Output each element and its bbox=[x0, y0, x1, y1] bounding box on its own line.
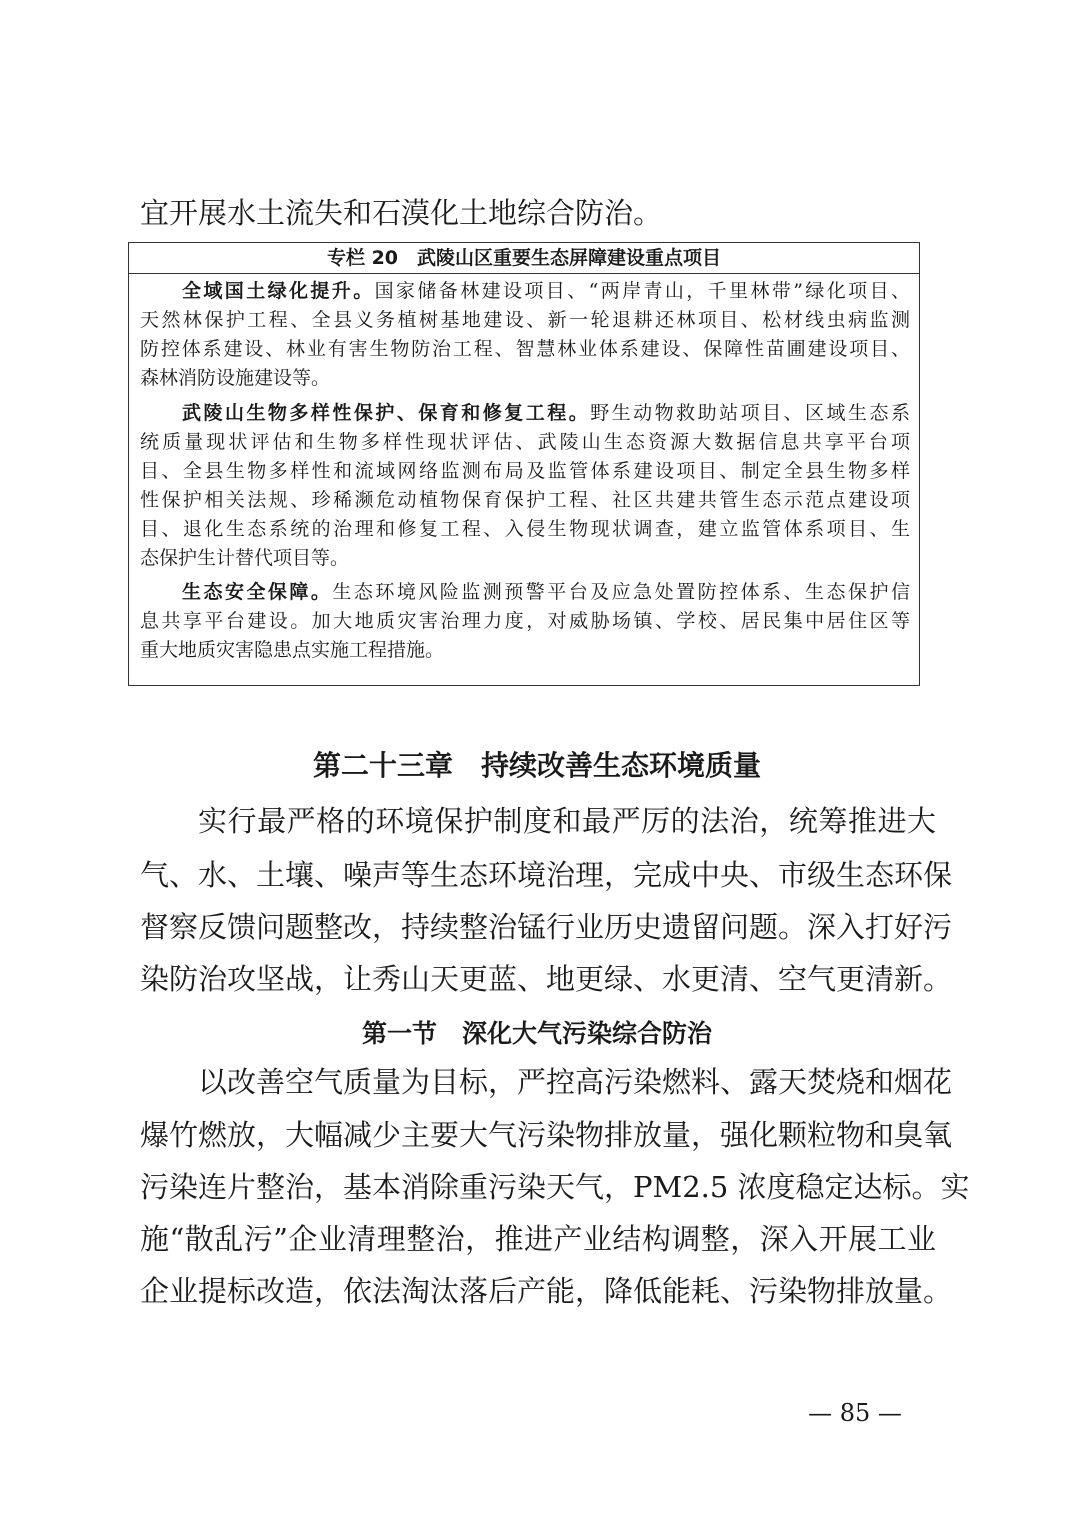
paragraph-line: 染防治攻坚战，让秀山天更蓝、地更绿、水更清、空气更清新。 bbox=[140, 962, 953, 996]
column-item-line: 统质量现状评估和生物多样性现状评估、武陵山生态资源大数据信息共享平台项 bbox=[140, 431, 910, 453]
column-item-heading: 生态安全保障。 bbox=[182, 581, 333, 603]
paragraph-line: 实行最严格的环境保护制度和最严厉的法治，统筹推进大 bbox=[198, 804, 936, 838]
column-item-line: 目、退化生态系统的治理和修复工程、入侵生物现状调查，建立监管体系项目、生 bbox=[140, 518, 910, 540]
chapter-title: 第二十三章 持续改善生态环境质量 bbox=[312, 749, 761, 782]
column-item-line: 性保护相关法规、珍稀濒危动植物保育保护工程、社区共建共管生态示范点建设项 bbox=[140, 489, 910, 511]
column-item-line: 息共享平台建设。加大地质灾害治理力度，对威胁场镇、学校、居民集中居住区等 bbox=[140, 610, 910, 632]
column-box bbox=[128, 242, 920, 686]
column-item-line: 重大地质灾害隐患点实施工程措施。 bbox=[140, 639, 445, 661]
column-item-line: 全域国土绿化提升。国家储备林建设项目、“两岸青山，千里林带”绿化项目、 bbox=[182, 280, 910, 302]
paragraph-line: 爆竹燃放，大幅减少主要大气污染物排放量，强化颗粒物和臭氧 bbox=[140, 1118, 953, 1152]
column-title: 专栏 20 武陵山区重要生态屏障建设重点项目 bbox=[129, 243, 919, 274]
column-item-line: 防控体系建设、林业有害生物防治工程、智慧林业体系建设、保障性苗圃建设项目、 bbox=[140, 338, 910, 360]
column-item-line: 武陵山生物多样性保护、保育和修复工程。野生动物救助站项目、区域生态系 bbox=[182, 402, 910, 424]
column-item-line: 目、全县生物多样性和流域网络监测布局及监管体系建设项目、制定全县生物多样 bbox=[140, 460, 910, 482]
paragraph-line: 污染连片整治，基本消除重污染天气，PM2.5 浓度稳定达标。实 bbox=[140, 1170, 970, 1204]
paragraph-line: 气、水、土壤、噪声等生态环境治理，完成中央、市级生态环保 bbox=[140, 858, 953, 892]
paragraph-line: 督察反馈问题整改，持续整治锰行业历史遗留问题。深入打好污 bbox=[140, 910, 953, 944]
paragraph-line: 施“散乱污”企业清理整治，推进产业结构调整，深入开展工业 bbox=[140, 1222, 936, 1256]
column-item-heading: 全域国土绿化提升。 bbox=[182, 280, 375, 302]
column-item-line: 天然林保护工程、全县义务植树基地建设、新一轮退耕还林项目、松材线虫病监测 bbox=[140, 309, 910, 331]
paragraph-line: 以改善空气质量为目标，严控高污染燃料、露天焚烧和烟花 bbox=[198, 1065, 953, 1099]
column-item-line: 森林消防设施建设等。 bbox=[140, 367, 331, 389]
column-item-line: 生态安全保障。生态环境风险监测预警平台及应急处置防控体系、生态保护信 bbox=[182, 581, 910, 603]
column-item-line: 态保护生计替代项目等。 bbox=[140, 547, 350, 569]
page-number: — 85 — bbox=[808, 1399, 902, 1427]
column-item-heading: 武陵山生物多样性保护、保育和修复工程。 bbox=[182, 402, 591, 424]
paragraph-line: 企业提标改造，依法淘汰落后产能，降低能耗、污染物排放量。 bbox=[140, 1274, 953, 1308]
section-title: 第一节 深化大气污染综合防治 bbox=[361, 1019, 712, 1048]
intro-line: 宜开展水土流失和石漠化土地综合防治。 bbox=[140, 196, 663, 230]
